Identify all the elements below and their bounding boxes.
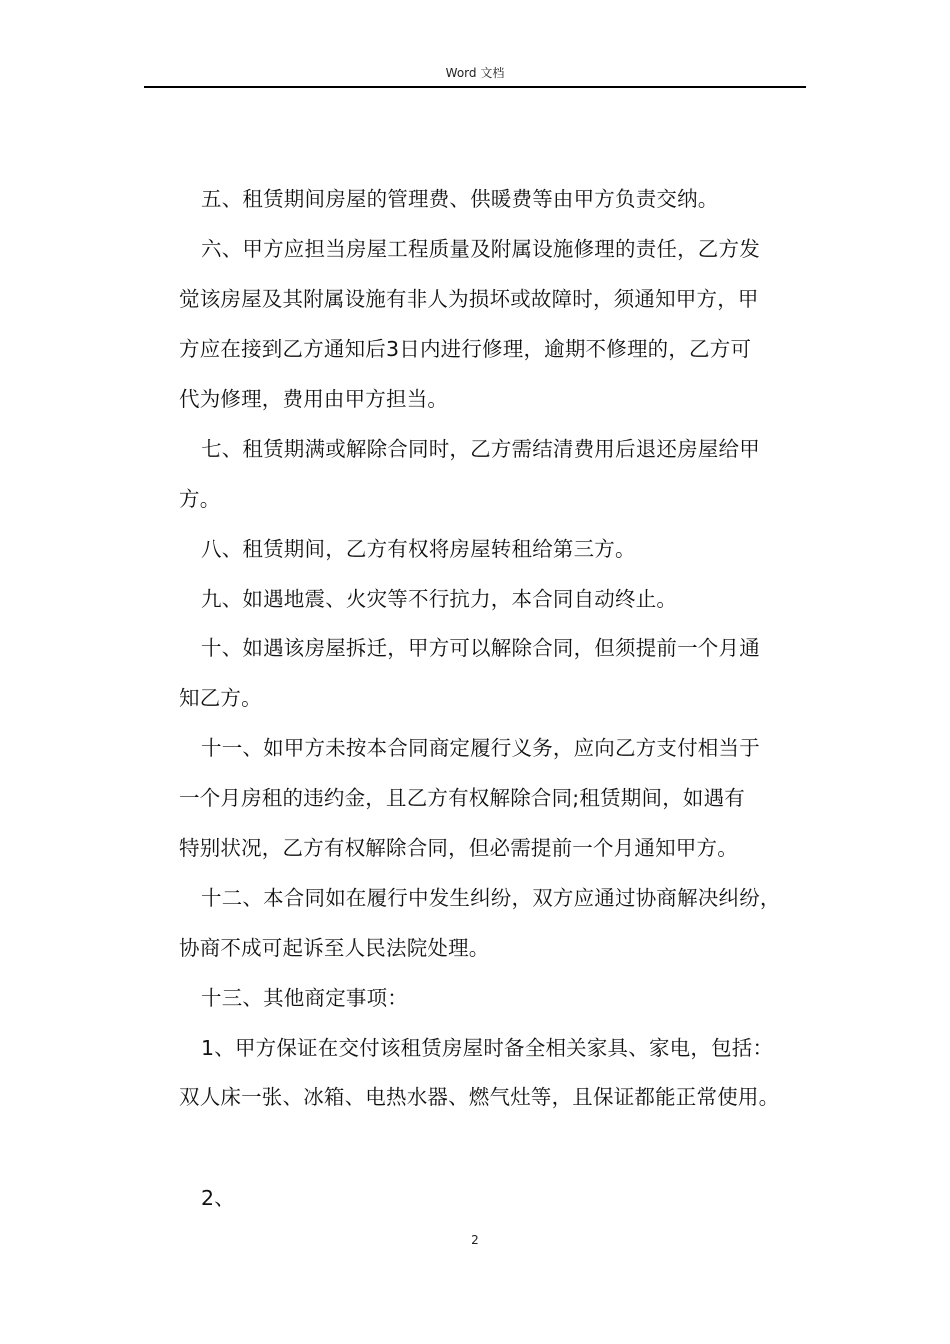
paragraph-five-line-1: 五、租赁期间房屋的管理费、供暖费等由甲方负责交纳。 — [201, 187, 719, 211]
paragraph-twelve-line-2: 协商不成可起诉至人民法院处理。 — [179, 936, 490, 960]
item-one-line-1: 1、甲方保证在交付该租赁房屋时备全相关家具、家电，包括： — [201, 1036, 774, 1060]
paragraph-eleven-line-2: 一个月房租的违约金，且乙方有权解除合同;租赁期间，如遇有 — [179, 786, 746, 810]
paragraph-six-line-4: 代为修理，费用由甲方担当。 — [179, 387, 449, 411]
paragraph-seven-line-2: 方。 — [179, 487, 221, 511]
paragraph-ten-line-1: 十、如遇该房屋拆迁，甲方可以解除合同，但须提前一个月通 — [201, 636, 760, 660]
paragraph-seven-line-1: 七、租赁期满或解除合同时，乙方需结清费用后退还房屋给甲 — [201, 437, 760, 461]
page-header: Word 文档 — [445, 66, 505, 80]
paragraph-thirteen-line-1: 十三、其他商定事项： — [201, 986, 408, 1010]
paragraph-eleven-line-1: 十一、如甲方未按本合同商定履行义务，应向乙方支付相当于 — [201, 736, 760, 760]
paragraph-ten-line-2: 知乙方。 — [179, 686, 262, 710]
page-number: 2 — [471, 1233, 479, 1247]
item-one-line-2: 双人床一张、冰箱、电热水器、燃气灶等，且保证都能正常使用。 — [179, 1085, 780, 1109]
paragraph-eight-line-1: 八、租赁期间，乙方有权将房屋转租给第三方。 — [201, 537, 636, 561]
paragraph-six-line-3: 方应在接到乙方通知后3日内进行修理，逾期不修理的，乙方可 — [179, 337, 752, 361]
paragraph-eleven-line-3: 特别状况，乙方有权解除合同，但必需提前一个月通知甲方。 — [179, 836, 738, 860]
paragraph-nine-line-1: 九、如遇地震、火灾等不行抗力，本合同自动终止。 — [201, 587, 678, 611]
paragraph-twelve-line-1: 十二、本合同如在履行中发生纠纷，双方应通过协商解决纠纷， — [201, 886, 781, 910]
item-two-line-1: 2、 — [201, 1186, 235, 1210]
paragraph-six-line-2: 觉该房屋及其附属设施有非人为损坏或故障时，须通知甲方，甲 — [179, 287, 759, 311]
paragraph-six-line-1: 六、甲方应担当房屋工程质量及附属设施修理的责任，乙方发 — [201, 237, 760, 261]
